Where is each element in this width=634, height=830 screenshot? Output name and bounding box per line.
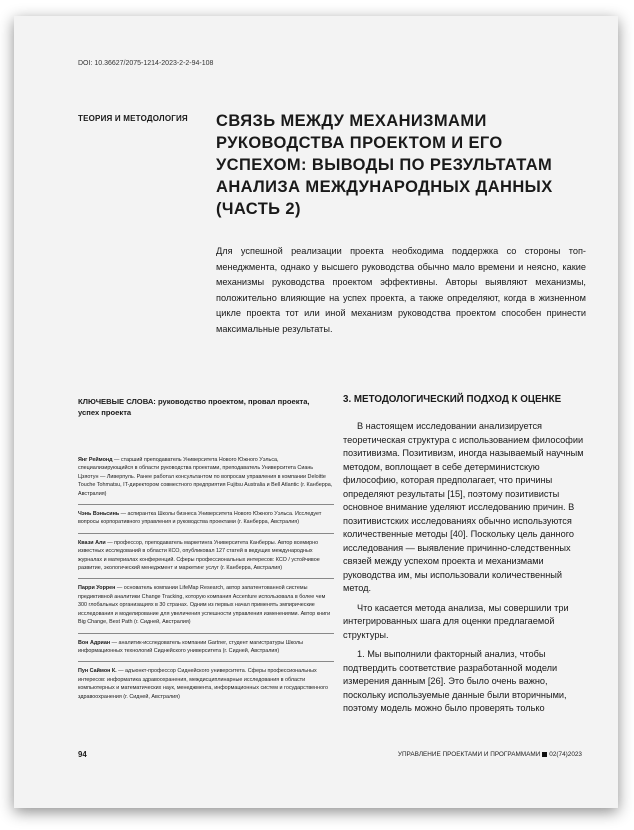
- author-entry: [78, 579, 334, 633]
- body-text: [343, 420, 589, 716]
- section-heading: 3. МЕТОДОЛОГИЧЕСКИЙ ПОДХОД К ОЦЕНКЕ: [343, 394, 562, 405]
- author-entry: [78, 505, 334, 534]
- journal-page: [14, 16, 618, 808]
- author-entry: [78, 634, 334, 663]
- article-title: СВЯЗЬ МЕЖДУ МЕХАНИЗМАМИ РУКОВОДСТВА ПРОЕКТОМ И ЕГО УСПЕХОМ: ВЫВОДЫ ПО РЕЗУЛЬТАТАМ АНАЛИЗА МЕЖДУНАРОДНЫХ ДАННЫХ (ЧАСТЬ 2): [216, 112, 553, 218]
- author-name: Парри Уоррен: [78, 585, 116, 592]
- doi: DOI: 10.36627/2075-1214-2023-2-2-94-108: [78, 60, 214, 67]
- author-name: Квази Али: [78, 539, 106, 546]
- abstract: Для успешной реализации проекта необходима поддержка со стороны топ-менеджмента, однако у высшего руководства обычно мало времени и неясно, какие механизмы руководства проектом эффективны. Авторы выявляют механизмы, положительно влияющие на успех проекта, а также определяют, когда в жизненном цикле проекта тот или иной механизм руководства проектом способен принести максимальные результаты.: [216, 246, 586, 334]
- author-bio: — аспирантка Школы бизнеса Университета Нового Южного Уэльса. Исследует вопросы корпоративного управления и руководства проектами (г. Канберра, Австралия): [78, 511, 322, 526]
- author-entry: [78, 451, 334, 505]
- keywords: КЛЮЧЕВЫЕ СЛОВА: руководство проектом, провал проекта, успех проекта: [78, 397, 310, 417]
- page-number: 94: [78, 750, 87, 759]
- author-bio: — основатель компании LifeMap Research, автор запатентованной системы предиктивной аналитики Change Tracking, которую компания Accenture использовала в более чем 300 глобальных организациях в 30 странах. Одним из первых начал применять эмпирические исследования и моделирование для увеличения успешности управления изменениями. Автор книги Big Change, Best Path (г. Сидней, Австралия): [78, 585, 331, 626]
- author-list: [78, 451, 334, 707]
- paragraph: 1. Мы выполнили факторный анализ, чтобы подтвердить соответствие разработанной модели измерения данным [26]. Это было очень важно, поскольку используемые данные были вторичными, поэтому модель можно было проверять только: [343, 649, 567, 713]
- author-bio: — профессор, преподаватель маркетинга Университета Канберры. Автор всемирно известных исследований в области КСО, опубликовал 127 статей в ведущих международных журналах и материалах конференций. Сферы профессиональных интересов: КСО / устойчивое развитие, экологический менеджмент и маркетинг услуг (г. Канберра, Австралия): [78, 539, 320, 572]
- author-bio: — аналитик-исследователь компании Gartner, студент магистратуры Школы информационных технологий Сиднейского университета (г. Сидней, Австралия): [78, 639, 304, 654]
- author-name: Пун Саймон К.: [78, 668, 117, 675]
- author-entry: [78, 662, 334, 707]
- journal-issue: 02(74)2023: [549, 751, 582, 758]
- author-name: Янг Реймонд: [78, 457, 113, 463]
- author-name: Вон Адриан: [78, 639, 111, 646]
- square-bullet-icon: [542, 752, 547, 757]
- paragraph: В настоящем исследовании анализируется теоретическая структура с использованием философии позитивизма. Позитивизм, иногда называемый научным методом, воплощает в себе детерминистскую философию, которая предполагает, что причины определяют результаты [15], поэтому позитивисты основное внимание уделяют исследованию причин. В позитивистских исследованиях обычно используются количественные методы [40]. Поскольку цель данного исследования — выявление причинно-следственных связей между успехом проекта и механизмами руководства им, мы использовали количественный метод.: [343, 421, 584, 593]
- paragraph: Что касается метода анализа, мы совершили три интегрированных шага для оценки предлагаемой структуры.: [343, 602, 569, 640]
- journal-name: УПРАВЛЕНИЕ ПРОЕКТАМИ И ПРОГРАММАМИ: [397, 751, 541, 758]
- journal-footer: [398, 751, 582, 758]
- author-name: Чэнь Вэньсинь: [78, 511, 120, 518]
- section-label: ТЕОРИЯ И МЕТОДОЛОГИЯ: [78, 114, 188, 123]
- author-entry: [78, 534, 334, 580]
- author-bio: — адъюнкт-профессор Сиднейского университета. Сферы профессиональных интересов: информатика здравоохранения, междисциплинарные исследования в области компьютерных и математических наук, менеджмента, информационных систем и государственного здравоохранения (г. Сидней, Австралия): [78, 668, 328, 700]
- author-bio: — старший преподаватель Университета Нового Южного Уэльса, специализирующийся в области руководства проектами, преподаватель Университета Сиань Цзяотун — Ливерпуль. Ранее работал консультантом по вопросам управления в компании Deloitte Touche Tohmatsu, IT-директором совместного предприятия Fujitsu Australia и Bell Atlantic (г. Канберра, Австралия): [78, 457, 333, 497]
